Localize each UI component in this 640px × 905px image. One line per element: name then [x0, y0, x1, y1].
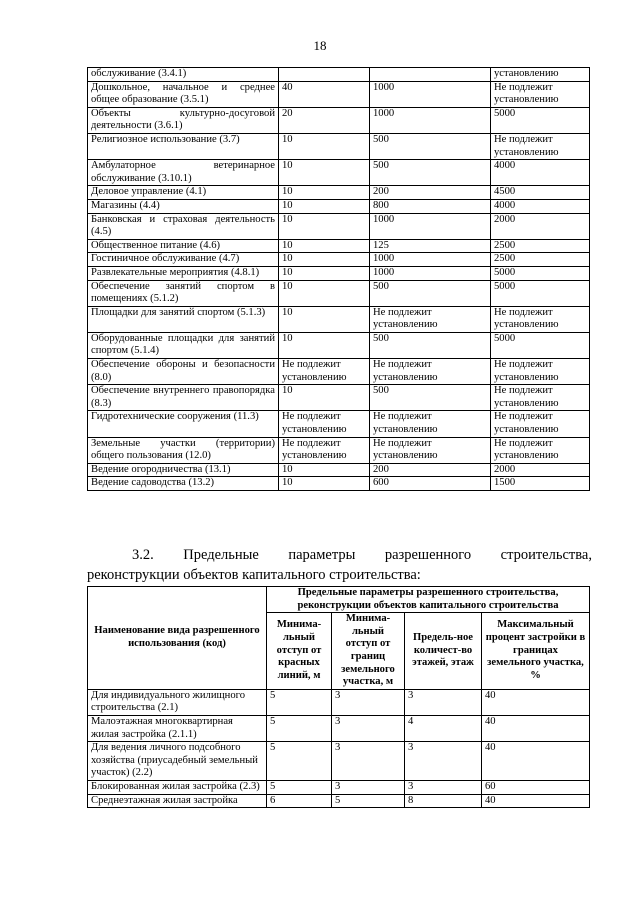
- section-line2: реконструкции объектов капитального строительства:: [87, 567, 421, 583]
- value-cell: 2500: [491, 253, 590, 267]
- value-cell: 3: [405, 689, 482, 715]
- table-row: [88, 463, 590, 477]
- value-cell: 5000: [491, 332, 590, 358]
- use-type-cell: Амбулаторное ветеринарное обслуживание (3.10.1): [88, 160, 279, 186]
- value-cell: 60: [482, 780, 590, 794]
- use-type-cell: Блокированная жилая застройка (2.3): [88, 780, 267, 794]
- value-cell: 3: [332, 715, 405, 741]
- value-cell: 3: [332, 742, 405, 781]
- value-cell: 500: [370, 385, 491, 411]
- value-cell: Не подлежит установлению: [491, 81, 590, 107]
- value-cell: 500: [370, 160, 491, 186]
- value-cell: 1000: [370, 81, 491, 107]
- value-cell: Не подлежит установлению: [491, 133, 590, 159]
- use-type-cell: Площадки для занятий спортом (5.1.3): [88, 306, 279, 332]
- value-cell: 500: [370, 133, 491, 159]
- value-cell: 6: [267, 794, 332, 808]
- value-cell: 1000: [370, 253, 491, 267]
- table-row: [88, 199, 590, 213]
- use-type-cell: Обеспечение занятий спортом в помещениях (5.1.2): [88, 280, 279, 306]
- value-cell: 3: [405, 780, 482, 794]
- value-cell: Не подлежит установлению: [370, 411, 491, 437]
- table-row: [88, 359, 590, 385]
- value-cell: 40: [482, 689, 590, 715]
- value-cell: 2500: [491, 239, 590, 253]
- use-type-cell: Оборудованные площадки для занятий спортом (5.1.4): [88, 332, 279, 358]
- use-type-cell: Общественное питание (4.6): [88, 239, 279, 253]
- value-cell: Не подлежит установлению: [491, 437, 590, 463]
- value-cell: 500: [370, 280, 491, 306]
- use-type-cell: Объекты культурно-досуговой деятельности (3.6.1): [88, 107, 279, 133]
- value-cell: Не подлежит установлению: [279, 359, 370, 385]
- section-heading: [87, 545, 592, 585]
- value-cell: 4000: [491, 160, 590, 186]
- value-cell: 10: [279, 477, 370, 491]
- table-row: [88, 437, 590, 463]
- use-type-cell: Гостиничное обслуживание (4.7): [88, 253, 279, 267]
- value-cell: 10: [279, 160, 370, 186]
- use-type-cell: обслуживание (3.4.1): [88, 68, 279, 82]
- value-cell: 10: [279, 463, 370, 477]
- table-row: [88, 133, 590, 159]
- value-cell: 10: [279, 266, 370, 280]
- table-row: [88, 239, 590, 253]
- value-cell: 5: [267, 715, 332, 741]
- value-cell: 5000: [491, 280, 590, 306]
- table-row: [88, 107, 590, 133]
- header-max-floors: Предель-ное количест-во этажей, этаж: [405, 613, 482, 690]
- value-cell: 200: [370, 463, 491, 477]
- value-cell: 40: [279, 81, 370, 107]
- value-cell: 5000: [491, 266, 590, 280]
- section-number: 3.2.: [132, 547, 154, 563]
- section-word: параметры: [288, 547, 356, 563]
- use-type-cell: Ведение садоводства (13.2): [88, 477, 279, 491]
- table-row: [88, 81, 590, 107]
- value-cell: Не подлежит установлению: [491, 306, 590, 332]
- use-type-cell: Обеспечение обороны и безопасности (8.0): [88, 359, 279, 385]
- use-type-cell: Дошкольное, начальное и среднее общее образование (3.5.1): [88, 81, 279, 107]
- use-type-cell: Для ведения личного подсобного хозяйства (приусадебный земельный участок) (2.2): [88, 742, 267, 781]
- use-type-cell: Земельные участки (территории) общего пользования (12.0): [88, 437, 279, 463]
- land-use-table-continued: [87, 67, 590, 491]
- value-cell: 3: [332, 780, 405, 794]
- header-min-plot-setback: Минима-льный отступ от границ земельного участка, м: [332, 613, 405, 690]
- table-row: [88, 213, 590, 239]
- value-cell: 500: [370, 332, 491, 358]
- table-row: [88, 715, 590, 741]
- section-word: разрешенного: [384, 547, 472, 563]
- use-type-cell: Среднеэтажная жилая застройка: [88, 794, 267, 808]
- value-cell: 40: [482, 794, 590, 808]
- value-cell: Не подлежит установлению: [370, 306, 491, 332]
- table-row: [88, 186, 590, 200]
- value-cell: 1500: [491, 477, 590, 491]
- use-type-cell: Религиозное использование (3.7): [88, 133, 279, 159]
- section-word: строительства,: [500, 547, 592, 563]
- value-cell: 10: [279, 239, 370, 253]
- use-type-cell: Для индивидуального жилищного строительства (2.1): [88, 689, 267, 715]
- value-cell: 600: [370, 477, 491, 491]
- use-type-cell: Деловое управление (4.1): [88, 186, 279, 200]
- header-use-type: Наименование вида разрешенного использования (код): [88, 587, 267, 690]
- header-parameters-group: Предельные параметры разрешенного строительства, реконструкции объектов капитального строительства: [267, 587, 590, 613]
- value-cell: Не подлежит установлению: [279, 411, 370, 437]
- value-cell: 10: [279, 306, 370, 332]
- use-type-cell: Малоэтажная многоквартирная жилая застройка (2.1.1): [88, 715, 267, 741]
- value-cell: 800: [370, 199, 491, 213]
- value-cell: 4: [405, 715, 482, 741]
- building-parameters-table: [87, 586, 590, 808]
- use-type-cell: Магазины (4.4): [88, 199, 279, 213]
- table-row: [88, 689, 590, 715]
- value-cell: 200: [370, 186, 491, 200]
- use-type-cell: Гидротехнические сооружения (11.3): [88, 411, 279, 437]
- section-word: Предельные: [183, 547, 259, 563]
- value-cell: Не подлежит установлению: [279, 437, 370, 463]
- value-cell: 10: [279, 133, 370, 159]
- value-cell: 40: [482, 742, 590, 781]
- value-cell: Не подлежит установлению: [370, 437, 491, 463]
- value-cell: 5: [267, 689, 332, 715]
- table-row: [88, 477, 590, 491]
- value-cell: Не подлежит установлению: [370, 359, 491, 385]
- value-cell: 10: [279, 385, 370, 411]
- table-row: [88, 266, 590, 280]
- table-row: [88, 160, 590, 186]
- table-row: [88, 742, 590, 781]
- value-cell: [279, 68, 370, 82]
- table-row: [88, 253, 590, 267]
- value-cell: 20: [279, 107, 370, 133]
- page-number: 18: [313, 38, 327, 53]
- value-cell: 10: [279, 253, 370, 267]
- table-row: [88, 794, 590, 808]
- value-cell: Не подлежит установлению: [491, 411, 590, 437]
- use-type-cell: Ведение огородничества (13.1): [88, 463, 279, 477]
- value-cell: 10: [279, 280, 370, 306]
- table-row: [88, 306, 590, 332]
- value-cell: 5: [267, 742, 332, 781]
- value-cell: 3: [332, 689, 405, 715]
- value-cell: 125: [370, 239, 491, 253]
- value-cell: 5: [267, 780, 332, 794]
- value-cell: 10: [279, 186, 370, 200]
- header-min-red-line-setback: Минима-льный отступ от красных линий, м: [267, 613, 332, 690]
- value-cell: 10: [279, 213, 370, 239]
- value-cell: 1000: [370, 266, 491, 280]
- use-type-cell: Обеспечение внутреннего правопорядка (8.3): [88, 385, 279, 411]
- value-cell: 10: [279, 332, 370, 358]
- value-cell: 4500: [491, 186, 590, 200]
- value-cell: 5000: [491, 107, 590, 133]
- value-cell: 2000: [491, 463, 590, 477]
- value-cell: 3: [405, 742, 482, 781]
- table-row: [88, 780, 590, 794]
- value-cell: 2000: [491, 213, 590, 239]
- table-row: [88, 68, 590, 82]
- value-cell: 10: [279, 199, 370, 213]
- table-row: [88, 411, 590, 437]
- table-row: [88, 385, 590, 411]
- use-type-cell: Развлекательные мероприятия (4.8.1): [88, 266, 279, 280]
- value-cell: 1000: [370, 107, 491, 133]
- table-row: [88, 332, 590, 358]
- value-cell: установлению: [491, 68, 590, 82]
- value-cell: Не подлежит установлению: [491, 359, 590, 385]
- value-cell: Не подлежит установлению: [491, 385, 590, 411]
- value-cell: [370, 68, 491, 82]
- value-cell: 8: [405, 794, 482, 808]
- value-cell: 5: [332, 794, 405, 808]
- header-max-coverage: Максимальный процент застройки в границах земельного участка, %: [482, 613, 590, 690]
- value-cell: 40: [482, 715, 590, 741]
- value-cell: 1000: [370, 213, 491, 239]
- table-row: [88, 280, 590, 306]
- use-type-cell: Банковская и страховая деятельность (4.5): [88, 213, 279, 239]
- value-cell: 4000: [491, 199, 590, 213]
